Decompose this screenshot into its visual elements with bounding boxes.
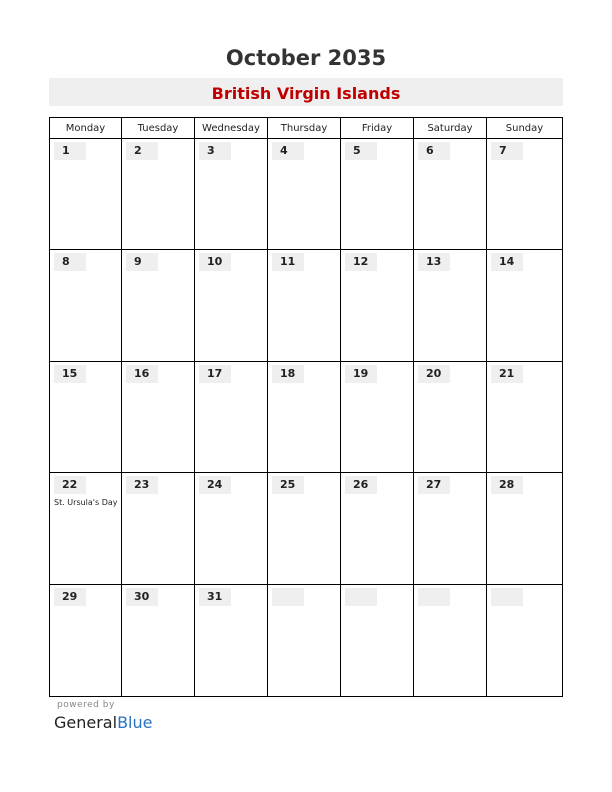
day-cell[interactable] [414, 139, 487, 250]
day-cell[interactable] [50, 250, 122, 361]
day-cell[interactable] [122, 473, 195, 584]
day-number: 25 [272, 476, 304, 494]
day-number: 2 [126, 142, 158, 160]
day-cell[interactable] [50, 473, 122, 584]
calendar-grid [49, 117, 563, 697]
day-number: 31 [199, 588, 231, 606]
day-number: 3 [199, 142, 231, 160]
holiday-label: St. Ursula's Day [54, 498, 118, 508]
generalblue-logo[interactable] [54, 713, 152, 732]
day-cell[interactable] [195, 139, 268, 250]
day-number: 13 [418, 253, 450, 271]
day-cell[interactable] [487, 250, 562, 361]
day-cell[interactable] [195, 585, 268, 696]
day-cell[interactable] [122, 585, 195, 696]
day-number: 10 [199, 253, 231, 271]
day-number: 17 [199, 365, 231, 383]
day-cell[interactable] [122, 139, 195, 250]
day-number: 8 [54, 253, 86, 271]
day-cell[interactable] [268, 473, 341, 584]
day-number: 18 [272, 365, 304, 383]
day-number: 30 [126, 588, 158, 606]
day-cell[interactable] [195, 250, 268, 361]
weekday-header-thursday: Thursday [268, 118, 341, 139]
day-cell[interactable] [122, 362, 195, 473]
day-cell[interactable] [341, 139, 414, 250]
day-cell[interactable] [414, 362, 487, 473]
day-number: 28 [491, 476, 523, 494]
day-number: 20 [418, 365, 450, 383]
day-cell[interactable] [487, 585, 562, 696]
region-name: British Virgin Islands [211, 84, 401, 103]
day-number: 9 [126, 253, 158, 271]
day-cell[interactable] [414, 473, 487, 584]
weekday-header-sunday: Sunday [505, 123, 544, 134]
day-number [418, 588, 450, 606]
day-number: 21 [491, 365, 523, 383]
day-number: 4 [272, 142, 304, 160]
day-number [345, 588, 377, 606]
day-number: 1 [54, 142, 86, 160]
weekday-header-wednesday: Wednesday [195, 118, 268, 139]
day-number [491, 588, 523, 606]
day-cell[interactable] [50, 139, 122, 250]
day-cell[interactable] [487, 362, 562, 473]
day-cell[interactable] [195, 362, 268, 473]
day-cell[interactable] [487, 473, 562, 584]
day-cell[interactable] [50, 362, 122, 473]
day-number: 11 [272, 253, 304, 271]
day-number: 26 [345, 476, 377, 494]
weekday-header-saturday: Saturday [414, 118, 487, 139]
day-cell[interactable] [341, 362, 414, 473]
weekday-header-friday: Friday [341, 118, 414, 139]
day-number: 14 [491, 253, 523, 271]
day-number: 23 [126, 476, 158, 494]
day-number: 29 [54, 588, 86, 606]
day-cell[interactable] [268, 139, 341, 250]
day-cell[interactable] [341, 473, 414, 584]
day-number: 15 [54, 365, 86, 383]
day-cell[interactable] [50, 585, 122, 696]
weekday-header-monday: Monday [50, 118, 122, 139]
day-number: 16 [126, 365, 158, 383]
day-number: 27 [418, 476, 450, 494]
day-cell[interactable] [414, 585, 487, 696]
day-number: 12 [345, 253, 377, 271]
day-number: 5 [345, 142, 377, 160]
day-number [272, 588, 304, 606]
day-number: 24 [199, 476, 231, 494]
calendar-title: October 2035 [225, 46, 387, 70]
brand-text-blue: Blue [117, 713, 153, 732]
day-number: 22 [54, 476, 86, 494]
weekday-header-tuesday: Tuesday [122, 118, 195, 139]
day-cell[interactable] [487, 139, 562, 250]
day-cell[interactable] [268, 250, 341, 361]
powered-by-label: powered by [57, 700, 115, 710]
brand-text-general: General [54, 713, 118, 732]
day-number: 7 [491, 142, 523, 160]
day-cell[interactable] [268, 362, 341, 473]
day-number: 6 [418, 142, 450, 160]
day-cell[interactable] [195, 473, 268, 584]
day-cell[interactable] [341, 585, 414, 696]
day-cell[interactable] [341, 250, 414, 361]
day-cell[interactable] [268, 585, 341, 696]
day-number: 19 [345, 365, 377, 383]
day-cell[interactable] [122, 250, 195, 361]
day-cell[interactable] [414, 250, 487, 361]
